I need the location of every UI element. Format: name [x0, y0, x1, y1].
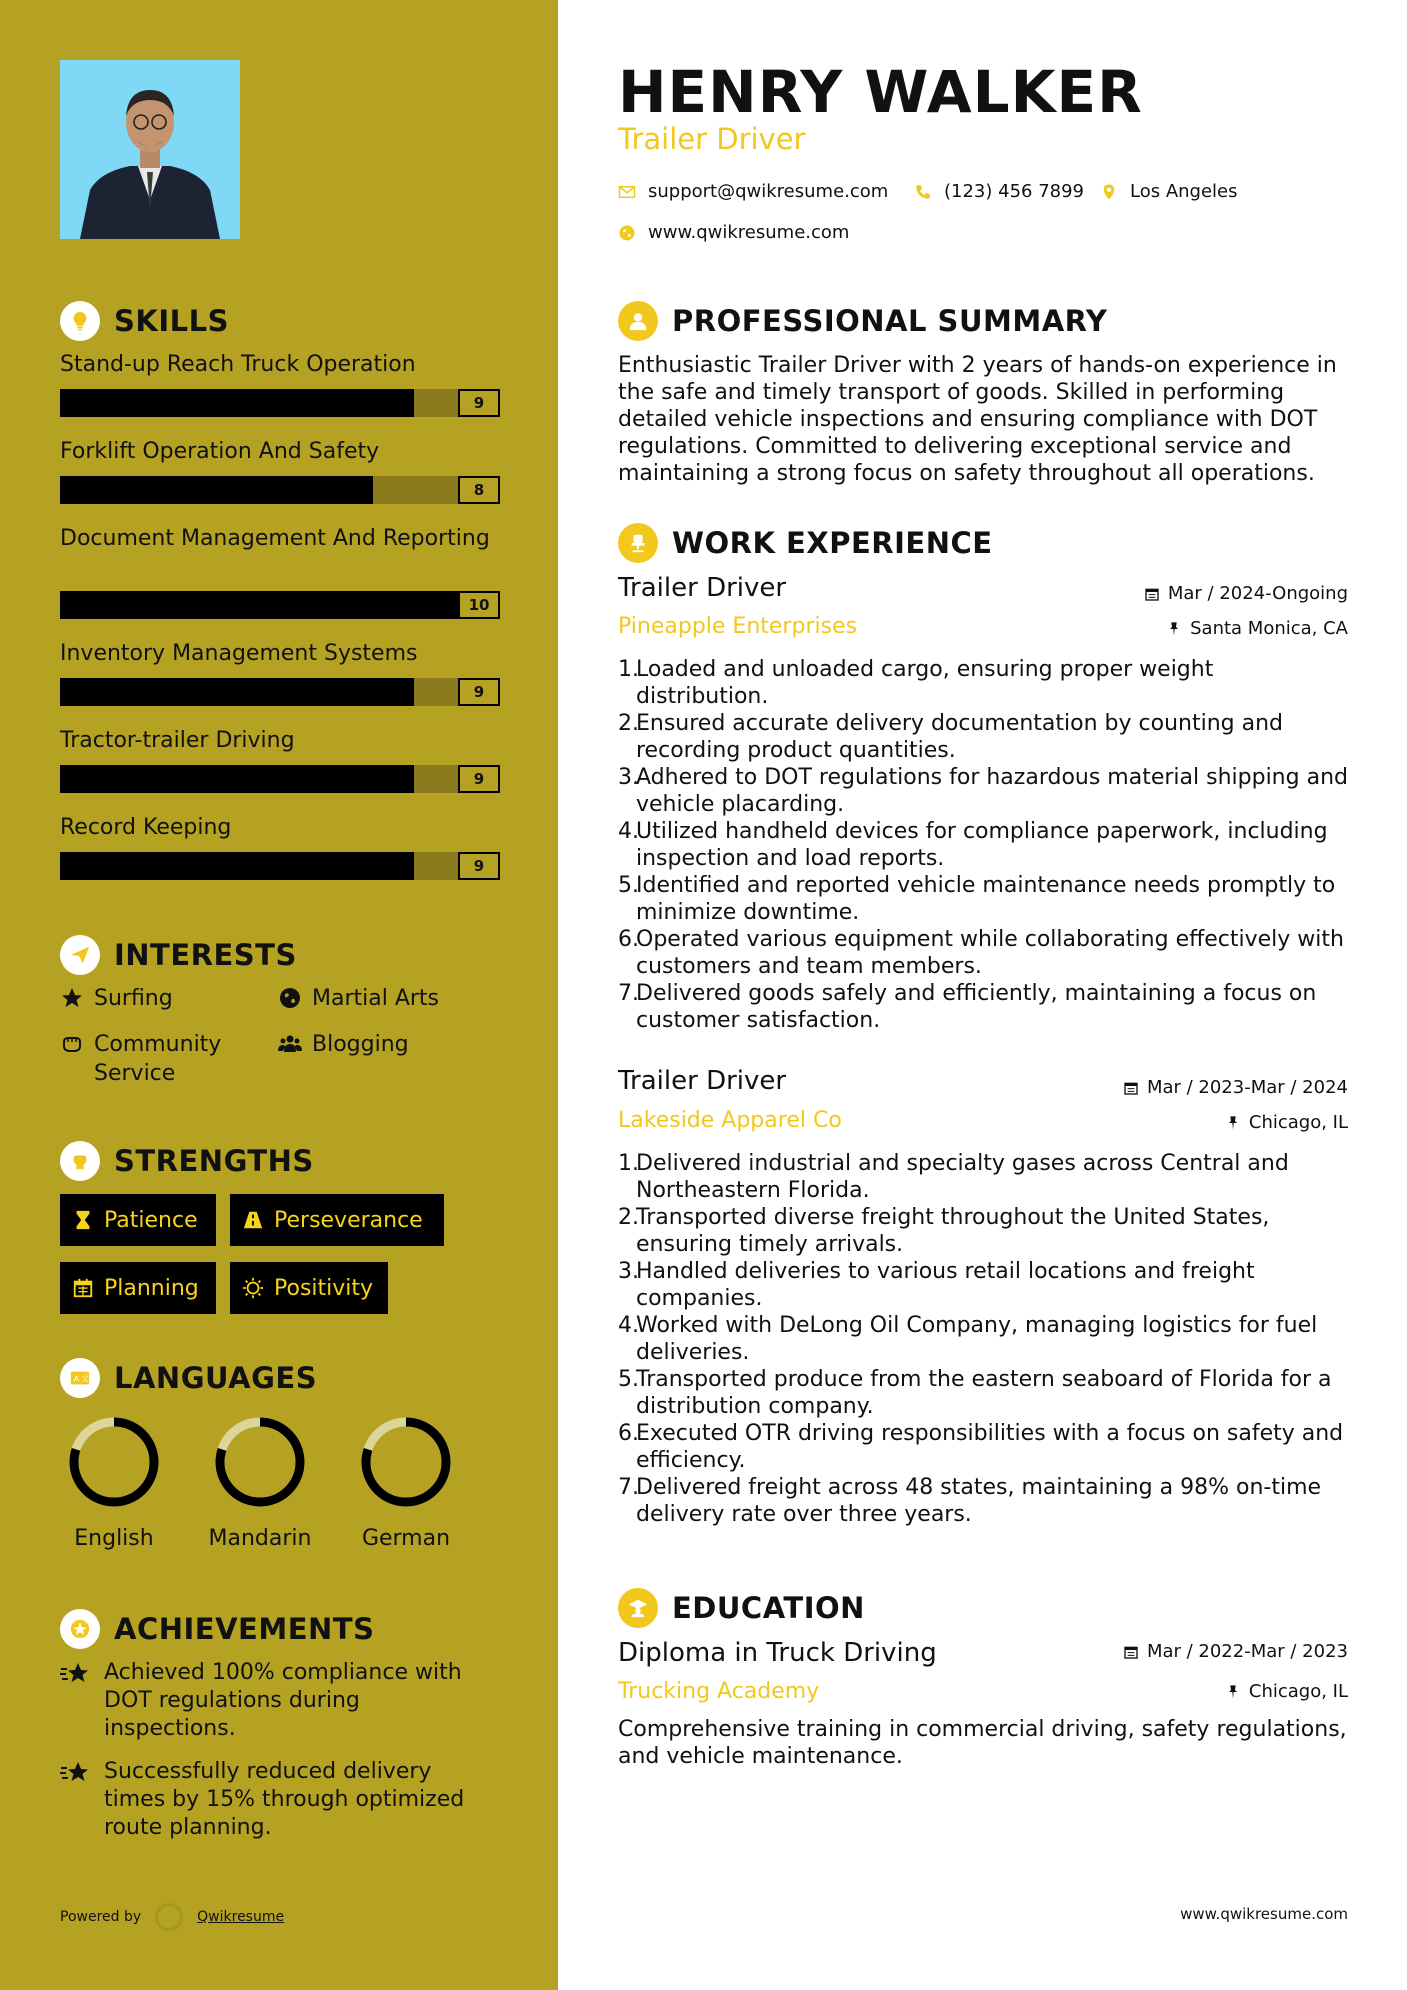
skill-name: Stand-up Reach Truck Operation	[60, 352, 416, 377]
skill-item	[60, 640, 500, 701]
language-item: English	[44, 1414, 184, 1551]
globe-icon	[618, 224, 636, 242]
language-ring	[358, 1414, 454, 1510]
interest-item: Community Service	[60, 1030, 250, 1088]
education-location: Chicago, IL	[1225, 1681, 1348, 1702]
skill-item	[60, 727, 500, 788]
pushpin-icon	[1225, 1684, 1241, 1700]
language-icon	[60, 1358, 100, 1398]
skill-name: Inventory Management Systems	[60, 641, 418, 666]
job-date: Mar / 2024-Ongoing	[1144, 583, 1348, 604]
education-school: Trucking Academy	[618, 1679, 820, 1704]
job-title: Trailer Driver	[618, 1066, 787, 1096]
footer-website-link[interactable]: www.qwikresume.com	[1180, 1905, 1348, 1923]
duty-item: Adhered to DOT regulations for hazardous material shipping and vehicle placarding.	[636, 765, 1348, 817]
language-ring	[212, 1414, 308, 1510]
education-degree: Diploma in Truck Driving	[618, 1638, 937, 1668]
language-item: German	[336, 1414, 476, 1551]
job-location: Santa Monica, CA	[1166, 618, 1348, 639]
duty-item: Transported diverse freight throughout the United States, ensuring timely arrivals.	[636, 1205, 1270, 1257]
duty-item: Operated various equipment while collaborating effectively with customers and team members.	[636, 927, 1344, 979]
language-item: Mandarin	[190, 1414, 330, 1551]
experience-section-title: WORK EXPERIENCE	[618, 523, 993, 563]
duty-item: Identified and reported vehicle maintenance needs promptly to minimize downtime.	[636, 873, 1336, 925]
job-title: Trailer Driver	[618, 573, 787, 603]
interest-item: Blogging	[278, 1030, 409, 1059]
award-star-icon	[60, 1609, 100, 1649]
globe-icon	[278, 986, 302, 1010]
sidebar	[0, 0, 558, 1990]
duty-item: Delivered freight across 48 states, maintaining a 98% on-time delivery rate over three years.	[636, 1475, 1322, 1527]
education-description: Comprehensive training in commercial driving, safety regulations, and vehicle maintenance.	[618, 1717, 1347, 1769]
qwikresume-link[interactable]: Qwikresume	[197, 1909, 285, 1925]
paper-plane-icon	[60, 935, 100, 975]
duty-item: Delivered industrial and specialty gases across Central and Northeastern Florida.	[636, 1151, 1289, 1203]
users-icon	[278, 1032, 302, 1056]
skill-bar-fill	[60, 591, 458, 619]
job-duties-list	[618, 656, 1348, 1034]
powered-by-label: Powered by	[60, 1909, 142, 1925]
skill-item	[60, 438, 500, 499]
skill-score: 9	[458, 765, 500, 793]
strength-badge: Planning	[60, 1262, 216, 1314]
skill-name: Document Management And Reporting	[60, 526, 490, 551]
skill-item	[60, 351, 500, 412]
road-icon	[242, 1209, 264, 1231]
skill-bar	[60, 476, 500, 504]
skill-bar-fill	[60, 678, 414, 706]
job-date: Mar / 2023-Mar / 2024	[1123, 1077, 1348, 1098]
svg-text:A: A	[73, 1373, 80, 1384]
calendar-icon	[1123, 1080, 1139, 1096]
interest-item: Martial Arts	[278, 984, 439, 1013]
hourglass-icon	[72, 1209, 94, 1231]
language-ring	[66, 1414, 162, 1510]
education-date: Mar / 2022-Mar / 2023	[1123, 1641, 1348, 1662]
svg-text:文: 文	[80, 1373, 90, 1384]
fist-icon	[60, 1141, 100, 1181]
skill-score: 9	[458, 678, 500, 706]
pushpin-icon	[1166, 621, 1182, 637]
skill-bar	[60, 852, 500, 880]
skill-item	[60, 525, 500, 614]
candidate-name: HENRY WALKER	[618, 58, 1143, 126]
achievement-item: Successfully reduced delivery times by 15% through optimized route planning.	[60, 1758, 480, 1842]
skill-name: Record Keeping	[60, 815, 232, 840]
skill-bar-fill	[60, 765, 414, 793]
strength-badge: Positivity	[230, 1262, 388, 1314]
contact-email[interactable]: support@qwikresume.com	[618, 181, 888, 202]
duty-item: Delivered goods safely and efficiently, maintaining a focus on customer satisfaction.	[636, 981, 1317, 1033]
calendar-icon	[1144, 586, 1160, 602]
achievements-section-title: ACHIEVEMENTS	[60, 1609, 374, 1649]
job-location: Chicago, IL	[1225, 1112, 1348, 1133]
profile-photo	[60, 60, 240, 239]
skill-bar-fill	[60, 476, 373, 504]
skill-item	[60, 814, 500, 875]
interests-section-title: INTERESTS	[60, 935, 297, 975]
skill-bar	[60, 389, 500, 417]
duty-item: Transported produce from the eastern seaboard of Florida for a distribution company.	[636, 1367, 1332, 1419]
duty-item: Executed OTR driving responsibilities with a focus on safety and efficiency.	[636, 1421, 1344, 1473]
achievement-item: Achieved 100% compliance with DOT regulations during inspections.	[60, 1659, 480, 1743]
strengths-section-title: STRENGTHS	[60, 1141, 314, 1181]
job-company: Lakeside Apparel Co	[618, 1108, 842, 1133]
skill-bar	[60, 591, 500, 619]
phone-icon	[914, 183, 932, 201]
skill-bar	[60, 765, 500, 793]
summary-text: Enthusiastic Trailer Driver with 2 years of hands-on experience in the safe and timely transport of goods. Skilled in performing detailed vehicle inspections and ensuring compliance with DOT regulations. Committed to delivering exceptional service and maintaining a strong focus on safety throughout all operations.	[618, 353, 1337, 486]
education-section-title: EDUCATION	[618, 1588, 865, 1628]
qwikresume-logo-icon	[155, 1903, 183, 1931]
duty-item: Utilized handheld devices for compliance paperwork, including inspection and load reports.	[636, 819, 1328, 871]
strength-badge: Patience	[60, 1194, 216, 1246]
summary-section-title: PROFESSIONAL SUMMARY	[618, 301, 1107, 341]
skill-score: 9	[458, 389, 500, 417]
sun-icon	[242, 1277, 264, 1299]
languages-section-title: A 文 LANGUAGES	[60, 1358, 317, 1398]
shooting-star-icon	[60, 1661, 92, 1687]
envelope-icon	[618, 183, 636, 201]
pushpin-icon	[1225, 1115, 1241, 1131]
hand-icon	[60, 1032, 84, 1056]
skill-score: 10	[458, 591, 500, 619]
calendar-icon	[1123, 1644, 1139, 1660]
skill-score: 8	[458, 476, 500, 504]
contact-phone[interactable]: (123) 456 7899	[914, 181, 1084, 202]
skill-bar	[60, 678, 500, 706]
strength-badge: Perseverance	[230, 1194, 444, 1246]
job-company: Pineapple Enterprises	[618, 614, 858, 639]
duty-item: Ensured accurate delivery documentation by counting and recording product quantities.	[636, 711, 1284, 763]
job-duties-list	[618, 1150, 1348, 1528]
lightbulb-icon	[60, 301, 100, 341]
user-icon	[618, 301, 658, 341]
skill-score: 9	[458, 852, 500, 880]
skill-bar-fill	[60, 389, 414, 417]
skill-bar-fill	[60, 852, 414, 880]
contact-website[interactable]: www.qwikresume.com	[618, 222, 849, 243]
office-chair-icon	[618, 523, 658, 563]
candidate-role: Trailer Driver	[618, 122, 806, 156]
person-portrait-icon	[60, 60, 240, 239]
contact-location: Los Angeles	[1100, 181, 1238, 202]
duty-item: Worked with DeLong Oil Company, managing logistics for fuel deliveries.	[636, 1313, 1318, 1365]
duty-item: Handled deliveries to various retail locations and freight companies.	[636, 1259, 1255, 1311]
graduate-icon	[618, 1588, 658, 1628]
shooting-star-icon	[60, 1760, 92, 1786]
skill-name: Forklift Operation And Safety	[60, 439, 380, 464]
map-pin-icon	[1100, 183, 1118, 201]
powered-by	[60, 1903, 284, 1931]
interest-item: Surfing	[60, 984, 173, 1013]
calendar-icon	[72, 1277, 94, 1299]
skill-name: Tractor-trailer Driving	[60, 728, 295, 753]
skills-section-title: SKILLS	[60, 301, 229, 341]
duty-item: Loaded and unloaded cargo, ensuring proper weight distribution.	[636, 657, 1214, 709]
star-icon	[60, 986, 84, 1010]
